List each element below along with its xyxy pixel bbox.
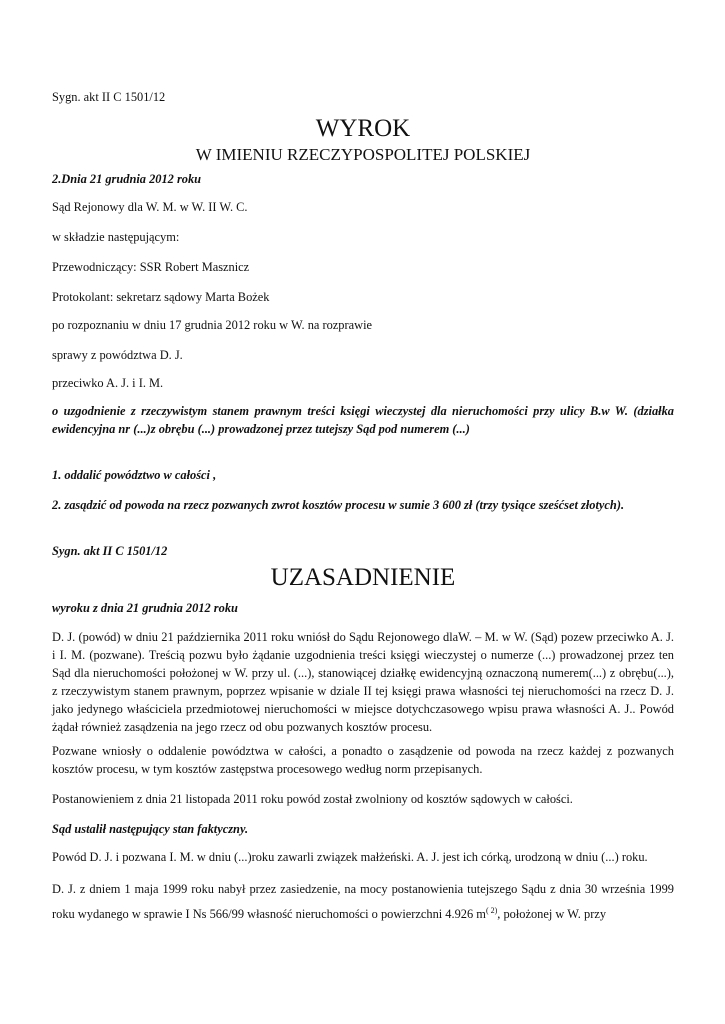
case-subject: o uzgodnienie z rzeczywistym stanem prawnym treści księgi wieczystej dla nieruchomości przy ulicy B.w W. (działka ewidencyjna nr (...)z obrębu (...) prowadzonej przez tutejszy Sąd pod numerem (...) (52, 404, 674, 436)
case-of-line: sprawy z powództwa D. J. (52, 348, 183, 362)
paragraph-cost-exemption: Postanowieniem z dnia 21 listopada 2011 roku powód został zwolniony od kosztów sądowych w całości. (52, 792, 573, 806)
court-name: Sąd Rejonowy dla W. M. w W. II W. C. (52, 200, 248, 214)
square-metre-superscript: ( 2) (485, 906, 498, 915)
case-signature: Sygn. akt II C 1501/12 (52, 90, 166, 104)
paragraph-marriage: Powód D. J. i pozwana I. M. w dniu (...)roku zawarli związek małżeński. A. J. jest ich córką, urodzoną w dniu (...) roku. (52, 850, 648, 864)
verdict-subtitle: W IMIENIU RZECZYPOSPOLITEJ POLSKIEJ (195, 145, 531, 164)
ruling-point-2: 2. zasądzić od powoda na rzecz pozwanych zwrot kosztów procesu w sumie 3 600 zł (trzy tysiące sześćset złotych). (52, 498, 625, 512)
hearing-line: po rozpoznaniu w dniu 17 grudnia 2012 roku w W. na rozprawie (52, 318, 373, 332)
against-line: przeciwko A. J. i I. M. (52, 376, 164, 390)
justification-subtitle: wyroku z dnia 21 grudnia 2012 roku (52, 601, 238, 615)
paragraph-response: Pozwane wniosły o oddalenie powództwa w całości, a ponadto o zasądzenie od powoda na rzecz każdej z pozwanych kosztów procesu, w tym kosztów zastępstwa procesowego według norm przepisanych. (52, 744, 674, 776)
clerk-line: Protokolant: sekretarz sądowy Marta Bożek (52, 290, 270, 304)
verdict-date: 2.Dnia 21 grudnia 2012 roku (52, 172, 202, 186)
paragraph-claim: D. J. (powód) w dniu 21 października 2011 roku wniósł do Sądu Rejonowego dlaW. – M. w W. (Sąd) pozew przeciwko A. J. i I. M. (pozwane). Treścią pozwu było żądanie uzgodnienia treści księgi wieczystej o numerze (...) prowadzonej przez ten Sąd dla nieruchomości położonej w W. przy ul. (...), stanowiącej działkę ewidencyjną oznaczoną numerem(...) z obrębu(...), z rzeczywistym stanem prawnym, poprzez wpisanie w dziale II tej księgi prawa własności tej nieruchomości na rzecz D. J. jako jedynego właściciela przedmiotowej nieruchomości w miejsce dotychczasowego wpisu prawa własności A. J.. Powód żądał również zasądzenia na jego rzecz od obu pozwanych kosztów procesu. (52, 630, 674, 734)
acquisition-text-a: D. J. z dniem 1 maja 1999 roku nabył przez zasiedzenie, na mocy postanowienia tutejszego Sądu z dnia 30 września 1999 roku wydanego w sprawie I Ns 566/99 własność nieruchomości o powierzchni 4.926 m (52, 882, 674, 922)
acquisition-text-b: , położonej w W. przy (497, 907, 607, 922)
chair-line: Przewodniczący: SSR Robert Masznicz (52, 260, 250, 274)
verdict-title: WYROK (315, 115, 411, 142)
justification-title: UZASADNIENIE (270, 564, 456, 591)
ruling-point-1: 1. oddalić powództwo w całości , (52, 468, 217, 482)
paragraph-acquisition (52, 878, 674, 925)
facts-heading: Sąd ustalił następujący stan faktyczny. (52, 822, 249, 836)
composition-line: w składzie następującym: (52, 230, 180, 244)
justification-signature: Sygn. akt II C 1501/12 (52, 544, 168, 558)
